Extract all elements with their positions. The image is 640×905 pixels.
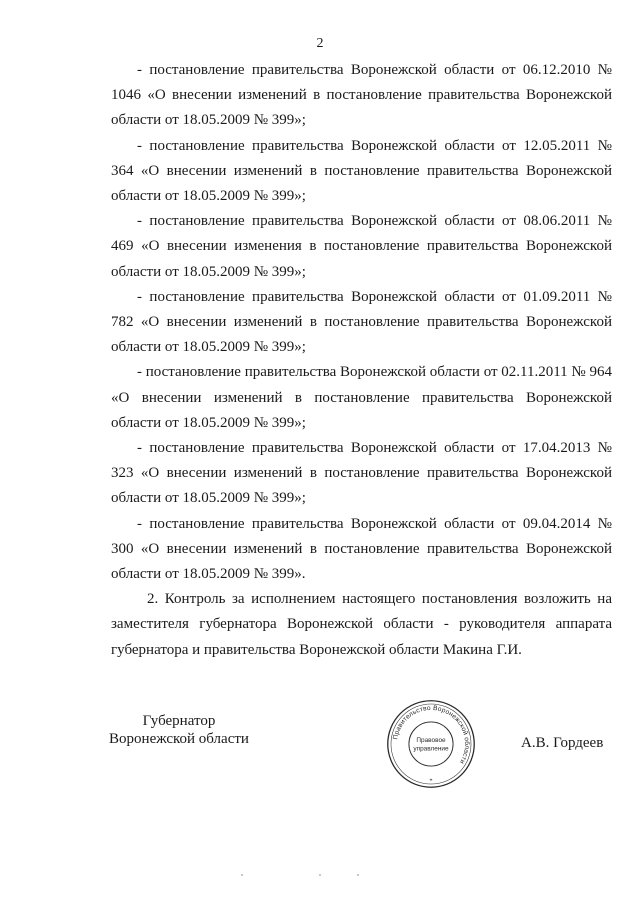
document-body [111,58,612,663]
paragraph-item: - постановление правительства Воронежской области от 09.04.2014 № 300 «О внесении изменений в постановление правительства Воронежской области от 18.05.2009 № 399». [111,515,612,583]
official-seal [385,698,477,790]
paragraph-item: - постановление правительства Воронежской области от 17.04.2013 № 323 «О внесении изменений в постановление правительства Воронежской области от 18.05.2009 № 399»; [111,440,612,507]
seal-outer-text: Правительство Воронежской области [392,704,471,765]
governor-title-line: Воронежской области [109,731,249,747]
seal-inner-ring [409,722,453,766]
seal-star-icon: * [429,777,433,785]
page-number: 2 [316,36,324,51]
governor-title-line: Губернатор [142,713,216,729]
control-paragraph: 2. Контроль за исполнением настоящего постановления возложить на заместителя губернатора Воронежской области - руководителя аппарата губернатора и правительства Воронежской области Макина Г.И. [111,591,612,658]
paragraph-item: - постановление правительства Воронежской области от 02.11.2011 № 964 «О внесении изменений в постановление правительства Воронежской области от 18.05.2009 № 399»; [111,364,612,431]
governor-name: А.В. Гордеев [521,735,604,751]
paragraph-item: - постановление правительства Воронежской области от 08.06.2011 № 469 «О внесении изменения в постановление правительства Воронежской области от 18.05.2009 № 399»; [111,213,612,280]
paragraph-item: - постановление правительства Воронежской области от 06.12.2010 № 1046 «О внесении изменений в постановление правительства Воронежской области от 18.05.2009 № 399»; [111,62,612,129]
seal-outer-ring [388,701,474,787]
paragraph-item: - постановление правительства Воронежской области от 12.05.2011 № 364 «О внесении изменений в постановление правительства Воронежской области от 18.05.2009 № 399»; [111,137,612,205]
seal-inner-line1: Правовое [416,737,446,745]
governor-title [104,712,254,748]
seal-inner-line2: управление [413,745,449,753]
paragraph-item: - постановление правительства Воронежской области от 01.09.2011 № 782 «О внесении изменений в постановление правительства Воронежской области от 18.05.2009 № 399»; [111,288,612,356]
footer-marks [230,872,370,878]
seal-middle-ring [391,704,471,784]
